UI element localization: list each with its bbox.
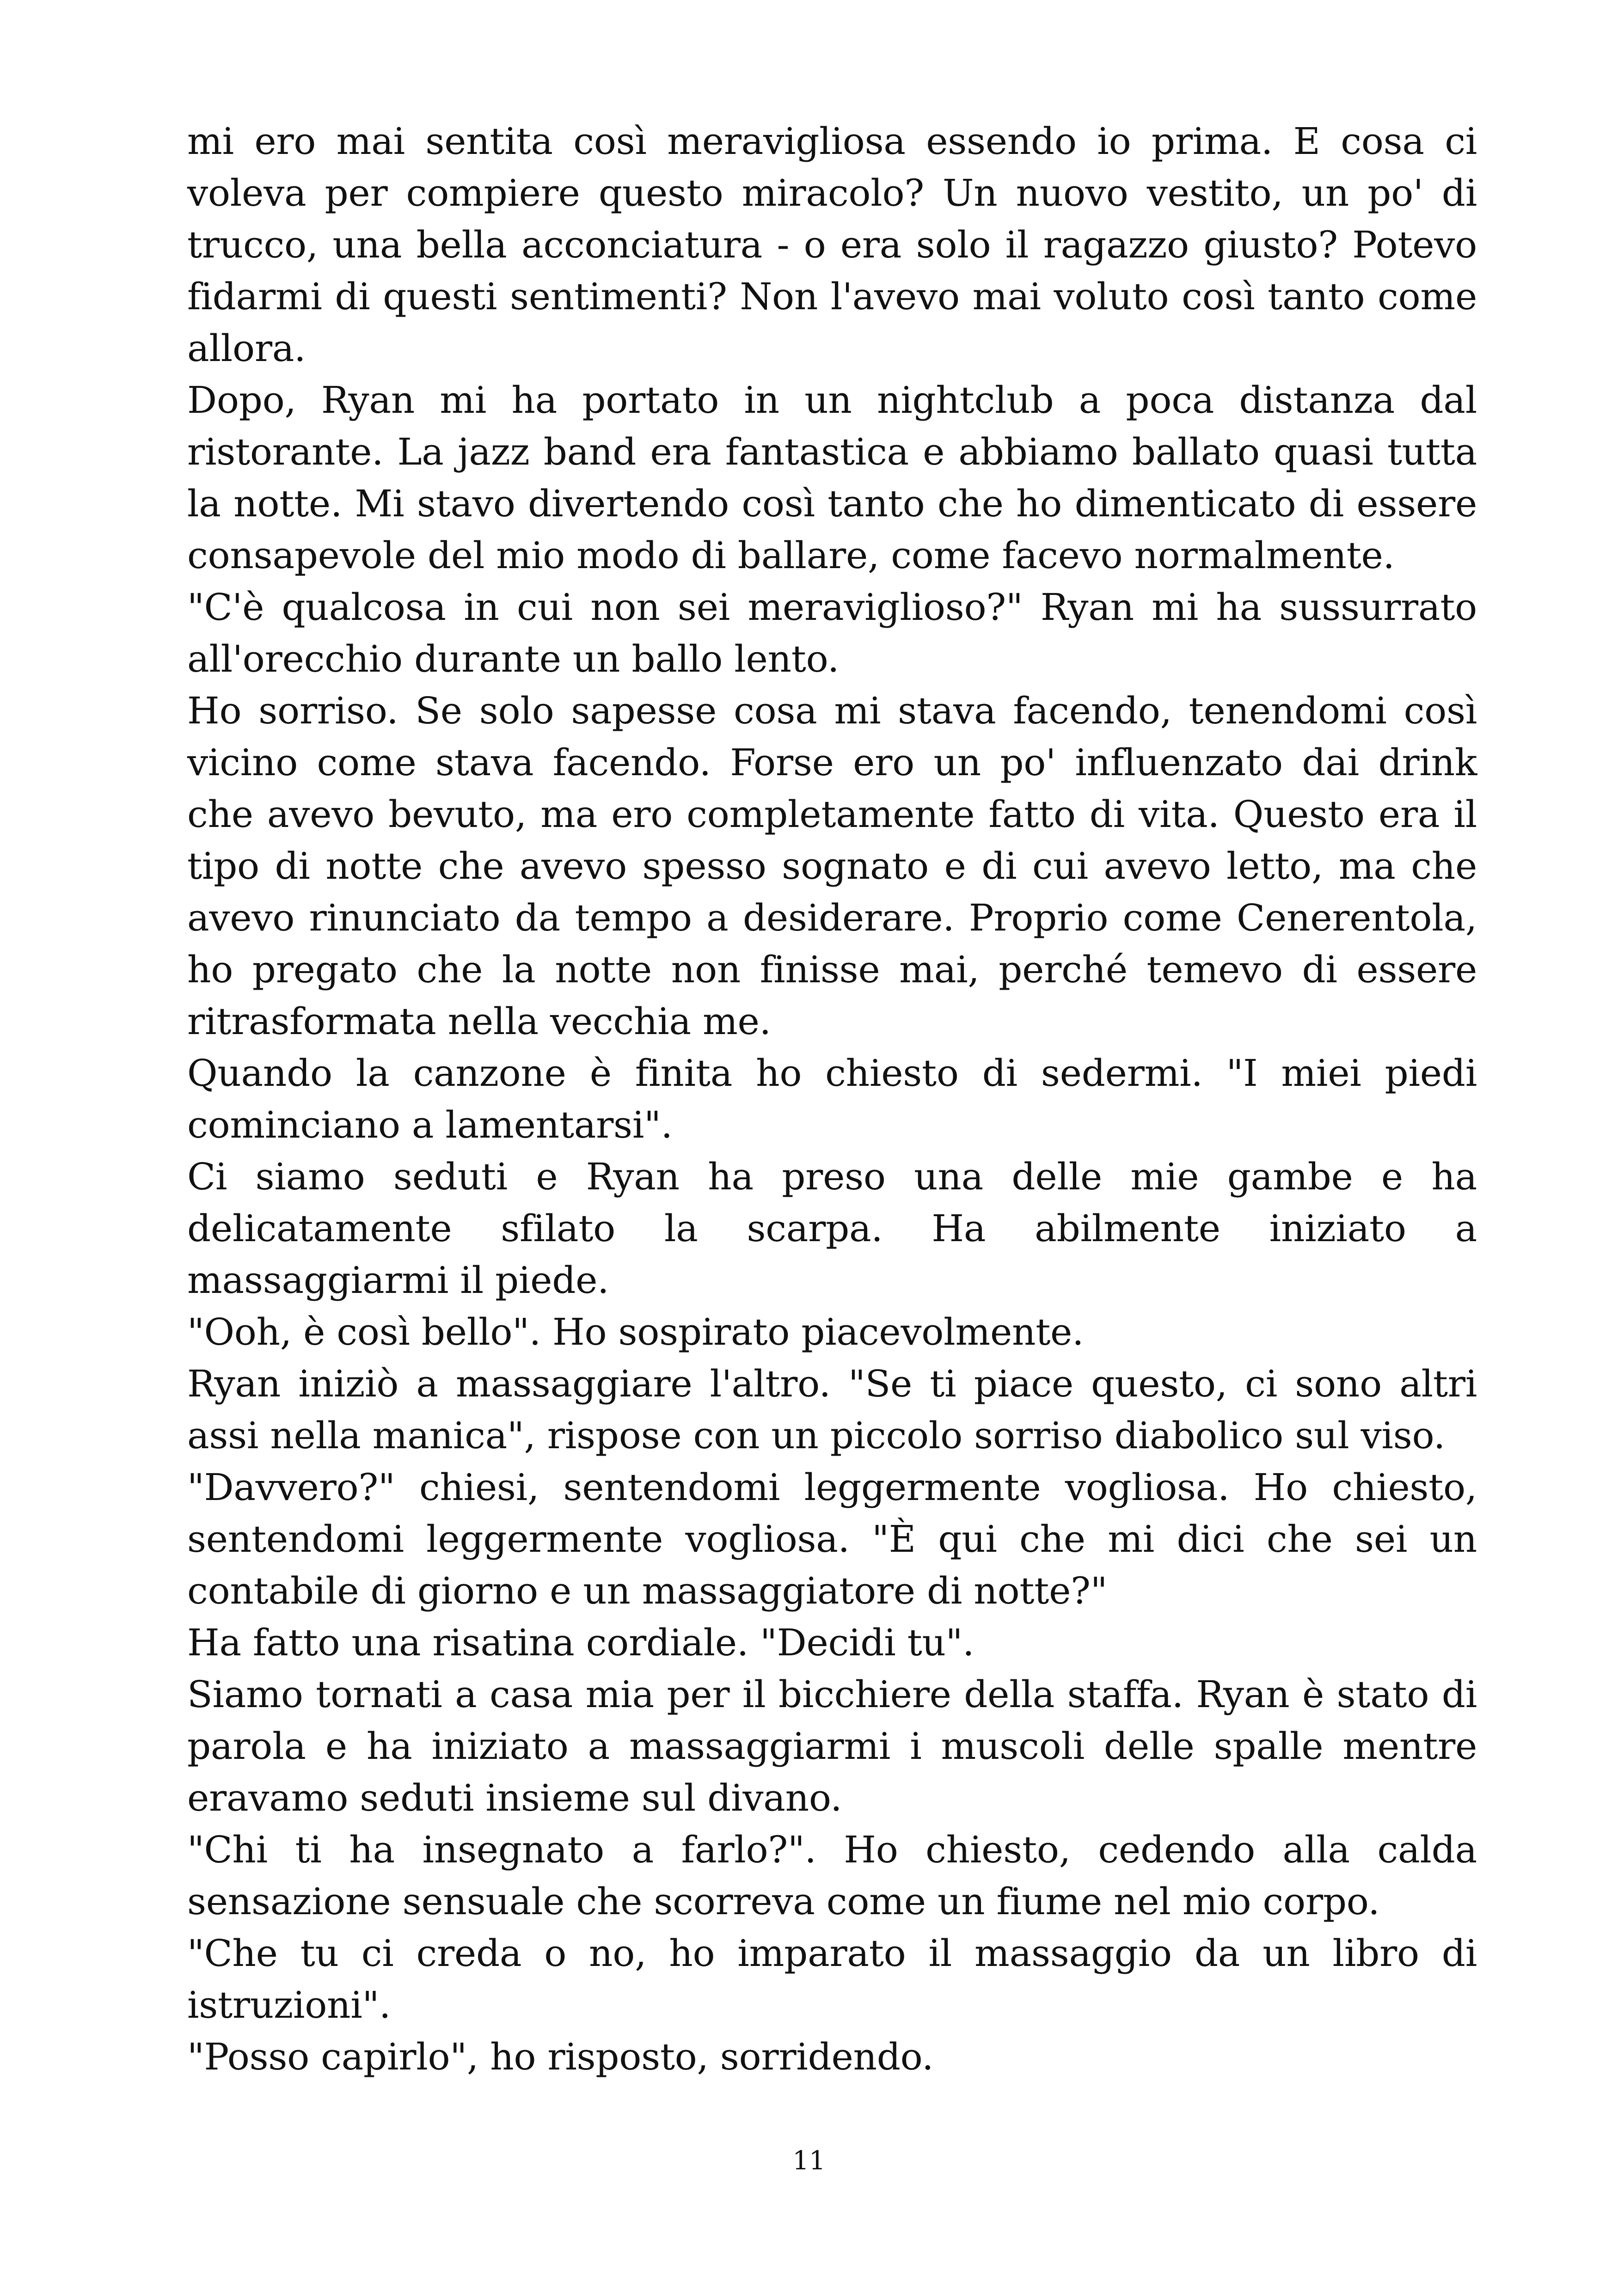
paragraph: Quando la canzone è finita ho chiesto di sedermi. "I miei piedi cominciano a lamentarsi". [187,1052,1477,1146]
paragraph: "Posso capirlo", ho risposto, sorridendo. [187,2035,934,2078]
paragraph: "C'è qualcosa in cui non sei meraviglioso?" Ryan mi ha sussurrato all'orecchio durante un ballo lento. [187,586,1477,680]
page-number: 11 [792,2146,826,2176]
paragraph: Ho sorriso. Se solo sapesse cosa mi stava facendo, tenendomi così vicino come stava facendo. Forse ero un po' influenzato dai drink che avevo bevuto, ma ero completamente fatto di vita. Questo era il tipo di notte che avevo spesso sognato e di cui avevo letto, ma che avevo rinunciato da tempo a desiderare. Proprio come Cenerentola, ho pregato che la notte non finisse mai, perché temevo di essere ritrasformata nella vecchia me. [187,689,1477,1043]
paragraph: "Chi ti ha insegnato a farlo?". Ho chiesto, cedendo alla calda sensazione sensuale che scorreva come un fiume nel mio corpo. [187,1828,1477,1923]
paragraph: "Ooh, è così bello". Ho sospirato piacevolmente. [187,1310,1084,1353]
paragraph: "Che tu ci creda o no, ho imparato il massaggio da un libro di istruzioni". [187,1932,1477,2027]
paragraph: Dopo, Ryan mi ha portato in un nightclub a poca distanza dal ristorante. La jazz band era fantastica e abbiamo ballato quasi tutta la notte. Mi stavo divertendo così tanto che ho dimenticato di essere consapevole del mio modo di ballare, come facevo normalmente. [187,379,1477,577]
page-body [187,116,1477,2083]
paragraph: Siamo tornati a casa mia per il bicchiere della staffa. Ryan è stato di parola e ha iniziato a massaggiarmi i muscoli delle spalle mentre eravamo seduti insieme sul divano. [187,1673,1477,1819]
paragraph: Ryan iniziò a massaggiare l'altro. "Se ti piace questo, ci sono altri assi nella manica", rispose con un piccolo sorriso diabolico sul viso. [187,1362,1477,1457]
paragraph: Ci siamo seduti e Ryan ha preso una delle mie gambe e ha delicatamente sfilato la scarpa. Ha abilmente iniziato a massaggiarmi il piede. [187,1155,1477,1302]
paragraph: mi ero mai sentita così meravigliosa essendo io prima. E cosa ci voleva per compiere questo miracolo? Un nuovo vestito, un po' di trucco, una bella acconciatura - o era solo il ragazzo giusto? Potevo fidarmi di questi sentimenti? Non l'avevo mai voluto così tanto come allora. [187,120,1477,370]
paragraph: "Davvero?" chiesi, sentendomi leggermente vogliosa. Ho chiesto, sentendomi leggermente vogliosa. "È qui che mi dici che sei un contabile di giorno e un massaggiatore di notte?" [187,1466,1477,1612]
paragraph: Ha fatto una risatina cordiale. "Decidi tu". [187,1621,974,1664]
